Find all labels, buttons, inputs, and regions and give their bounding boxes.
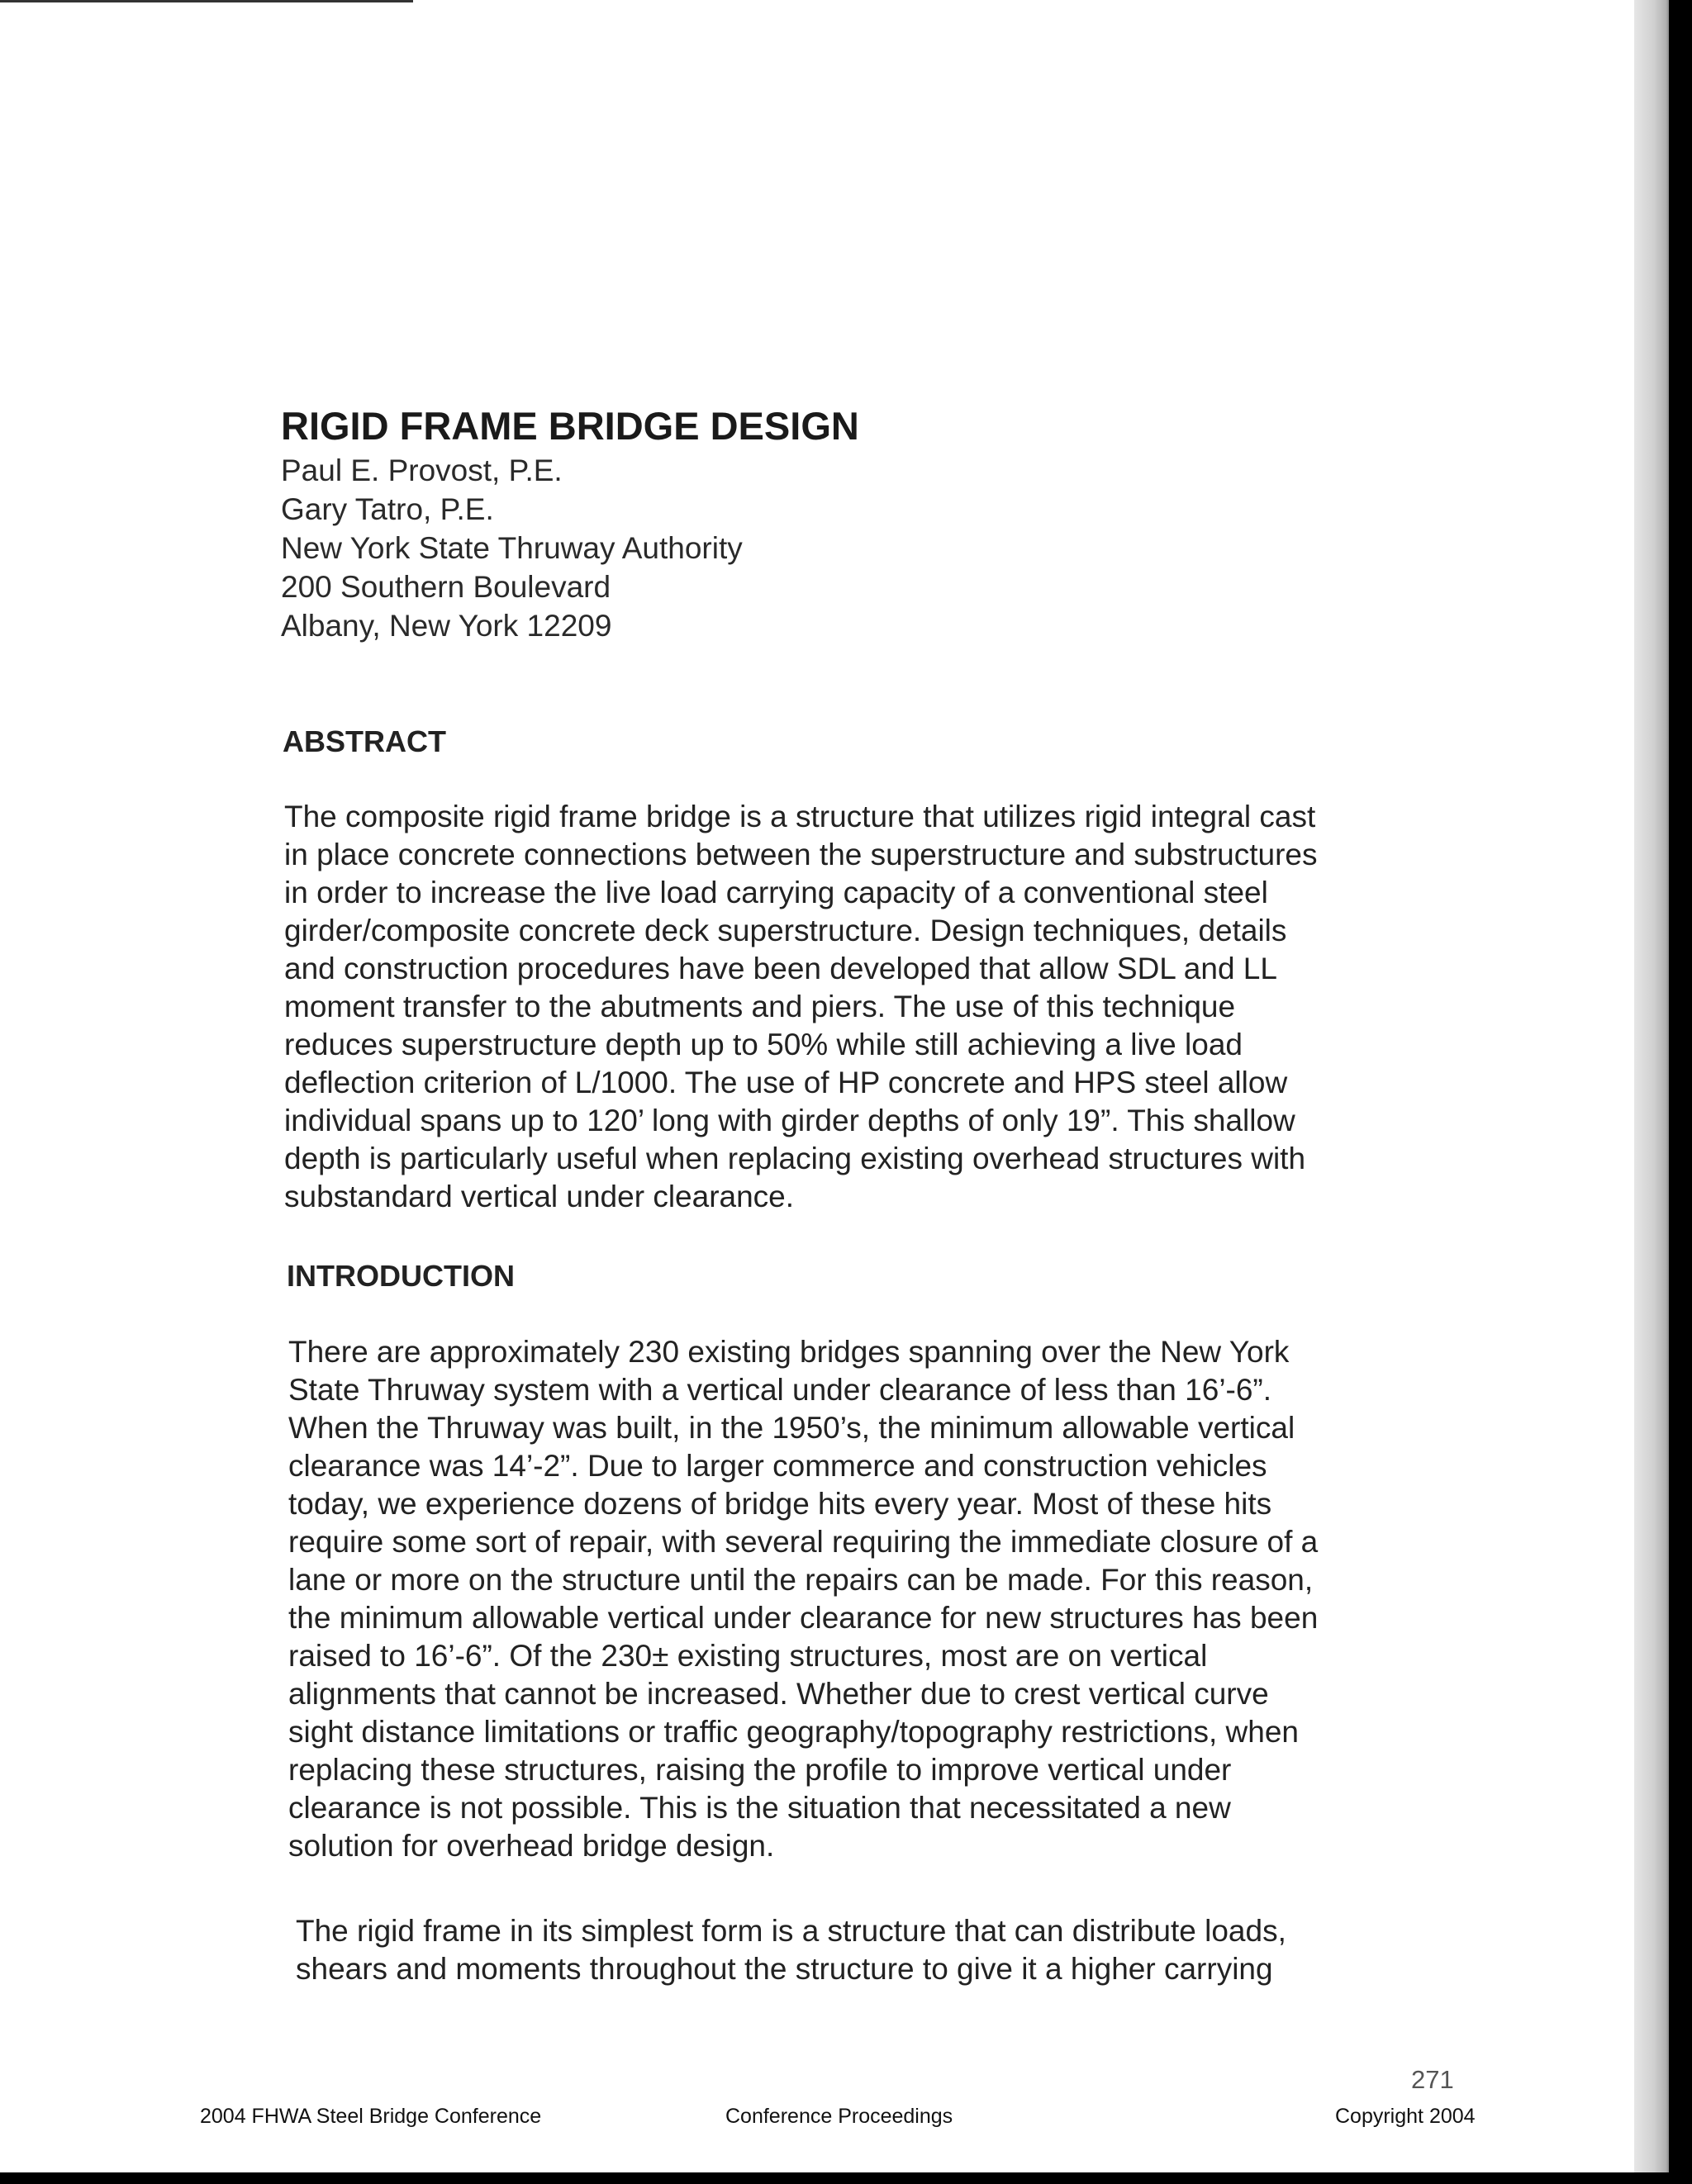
text-line: shears and moments throughout the structure to give it a higher carrying: [296, 1952, 1273, 1986]
text-line: today, we experience dozens of bridge hits every year. Most of these hits: [288, 1487, 1272, 1521]
scan-top-edge: [0, 0, 413, 2]
footer-conference: 2004 FHWA Steel Bridge Conference: [200, 2105, 542, 2128]
text-line: substandard vertical under clearance.: [284, 1180, 795, 1213]
text-line: State Thruway system with a vertical under clearance of less than 16’-6”.: [288, 1373, 1272, 1407]
text-line: depth is particularly useful when replacing existing overhead structures with: [284, 1142, 1306, 1175]
text-line: alignments that cannot be increased. Whether due to crest vertical curve: [288, 1677, 1269, 1711]
scan-bottom-edge: [0, 2172, 1692, 2184]
introduction-heading: INTRODUCTION: [287, 1259, 515, 1293]
title-block: [281, 401, 1421, 645]
text-line: clearance was 14’-2”. Due to larger commerce and construction vehicles: [288, 1449, 1267, 1483]
footer-copyright: Copyright 2004: [1335, 2105, 1476, 2128]
introduction-paragraph-1: [288, 1333, 1428, 1865]
footer-proceedings: Conference Proceedings: [725, 2105, 953, 2128]
text-line: clearance is not possible. This is the situation that necessitated a new: [288, 1791, 1231, 1825]
text-line: The composite rigid frame bridge is a structure that utilizes rigid integral cast: [284, 800, 1316, 833]
text-line: individual spans up to 120’ long with girder depths of only 19”. This shallow: [284, 1104, 1295, 1137]
author-block: [281, 451, 1421, 645]
text-line: reduces superstructure depth up to 50% while still achieving a live load: [284, 1028, 1243, 1061]
text-line: There are approximately 230 existing bridges spanning over the New York: [288, 1335, 1290, 1369]
text-line: The rigid frame in its simplest form is a structure that can distribute loads,: [296, 1914, 1286, 1948]
affiliation-line: New York State Thruway Authority: [281, 531, 743, 565]
text-line: replacing these structures, raising the profile to improve vertical under: [288, 1753, 1232, 1787]
text-line: moment transfer to the abutments and piers. The use of this technique: [284, 990, 1236, 1023]
scan-right-edge: [1669, 0, 1692, 2184]
text-line: deflection criterion of L/1000. The use of HP concrete and HPS steel allow: [284, 1066, 1288, 1099]
paper-title: RIGID FRAME BRIDGE DESIGN: [281, 404, 859, 448]
abstract-heading: ABSTRACT: [283, 724, 446, 758]
address-line: 200 Southern Boulevard: [281, 570, 611, 604]
text-line: lane or more on the structure until the repairs can be made. For this reason,: [288, 1563, 1314, 1597]
text-line: When the Thruway was built, in the 1950’s, the minimum allowable vertical: [288, 1411, 1295, 1445]
abstract-paragraph: [284, 798, 1424, 1216]
author-line: Paul E. Provost, P.E.: [281, 453, 563, 487]
author-line: Gary Tatro, P.E.: [281, 492, 494, 526]
introduction-paragraph-2: [296, 1912, 1436, 1988]
text-line: solution for overhead bridge design.: [288, 1829, 775, 1863]
text-line: require some sort of repair, with several requiring the immediate closure of a: [288, 1525, 1319, 1559]
text-line: sight distance limitations or traffic geography/topography restrictions, when: [288, 1715, 1300, 1749]
address-line: Albany, New York 12209: [281, 609, 612, 643]
text-line: in order to increase the live load carrying capacity of a conventional steel: [284, 876, 1268, 909]
text-line: the minimum allowable vertical under clearance for new structures has been: [288, 1601, 1319, 1635]
text-line: in place concrete connections between the superstructure and substructures: [284, 838, 1318, 871]
text-line: girder/composite concrete deck superstructure. Design techniques, details: [284, 914, 1287, 947]
page-number: 271: [1411, 2065, 1454, 2094]
text-line: raised to 16’-6”. Of the 230± existing structures, most are on vertical: [288, 1639, 1208, 1673]
text-line: and construction procedures have been developed that allow SDL and LL: [284, 952, 1277, 985]
